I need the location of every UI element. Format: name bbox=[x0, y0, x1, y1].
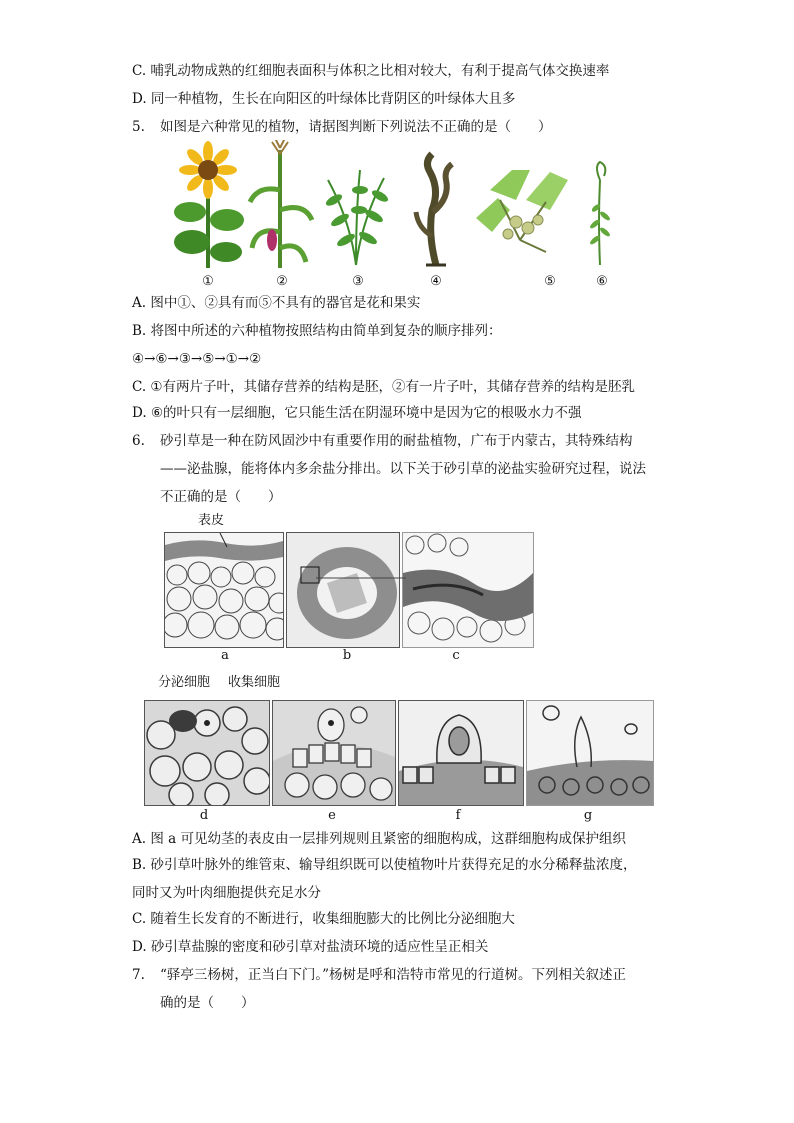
panel-label-f: f bbox=[455, 808, 461, 823]
plant-label-1: ① bbox=[202, 274, 214, 289]
q6-option-b-2: 同时又为叶肉细胞提供充足水分 bbox=[132, 885, 321, 901]
panel-label-a: a bbox=[221, 648, 229, 663]
q4-option-c: C. 哺乳动物成熟的红细胞表面积与体积之比相对较大，有利于提高气体交换速率 bbox=[132, 63, 610, 79]
plant-label-6: ⑥ bbox=[596, 274, 608, 289]
fern-plant bbox=[324, 170, 390, 265]
q6-option-c: C. 随着生长发育的不断进行，收集细胞膨大的比例比分泌细胞大 bbox=[132, 911, 515, 927]
moss-plant bbox=[589, 162, 611, 265]
micrograph-b bbox=[286, 532, 400, 648]
q7-stem-1: “驿亭三杨树，正当白下门。”杨树是呼和浩特市常见的行道树。下列相关叙述正 bbox=[160, 967, 627, 983]
q6-stem-2: ——泌盐腺，能将体内多余盐分排出。以下关于砂引草的泌盐实验研究过程，说法 bbox=[160, 461, 646, 477]
micrograph-g bbox=[526, 700, 654, 806]
q6-stem-3: 不正确的是（ ） bbox=[160, 489, 282, 505]
plants-figure bbox=[160, 140, 630, 290]
panel-label-d: d bbox=[199, 808, 209, 823]
q5-number: 5. bbox=[132, 119, 145, 135]
ginkgo-plant bbox=[476, 170, 568, 252]
micrograph-c bbox=[402, 532, 534, 648]
q5-option-b-2: ④→⑥→③→⑤→①→② bbox=[132, 351, 262, 367]
panel-label-b: b bbox=[342, 648, 352, 663]
plant-label-5: ⑤ bbox=[544, 274, 556, 289]
plant-label-4: ④ bbox=[430, 274, 442, 289]
plant-label-2: ② bbox=[276, 274, 288, 289]
label-collecting-cell: 收集细胞 bbox=[228, 675, 281, 690]
q5-option-b-1: B. 将图中所述的六种植物按照结构由简单到复杂的顺序排列： bbox=[132, 323, 502, 339]
q4-option-d: D. 同一种植物，生长在向阳区的叶绿体比背阴区的叶绿体大且多 bbox=[132, 91, 516, 107]
corn-plant bbox=[250, 140, 312, 268]
sunflower-plant bbox=[174, 141, 244, 268]
q6-option-a: A. 图 a 可见幼茎的表皮由一层排列规则且紧密的细胞构成，这群细胞构成保护组织 bbox=[132, 831, 626, 847]
panel-label-g: g bbox=[583, 808, 593, 823]
q6-option-b-1: B. 砂引草叶脉外的维管束、输导组织既可以使植物叶片获得充足的水分稀释盐浓度， bbox=[132, 857, 637, 873]
panel-label-c: c bbox=[452, 648, 460, 663]
algae-plant bbox=[416, 154, 452, 265]
q5-option-c: C. ①有两片子叶，其储存营养的结构是胚，②有一片子叶，其储存营养的结构是胚乳 bbox=[132, 379, 636, 395]
label-epidermis: 表皮 bbox=[198, 513, 225, 528]
micrograph-e bbox=[272, 700, 396, 806]
micrograph-d bbox=[144, 700, 270, 806]
q6-stem-1: 砂引草是一种在防风固沙中有重要作用的耐盐植物，广布于内蒙古，其特殊结构 bbox=[160, 433, 633, 449]
micrograph-f bbox=[398, 700, 524, 806]
q7-stem-2: 确的是（ ） bbox=[160, 995, 255, 1011]
plant-label-3: ③ bbox=[352, 274, 364, 289]
micrograph-a bbox=[164, 532, 284, 648]
label-secretory-cell: 分泌细胞 bbox=[158, 675, 211, 690]
q5-option-a: A. 图中①、②具有而⑤不具有的器官是花和果实 bbox=[132, 295, 421, 311]
zoom-connector-line bbox=[316, 574, 406, 584]
q7-number: 7. bbox=[132, 967, 145, 983]
panel-label-e: e bbox=[328, 808, 336, 823]
q6-option-d: D. 砂引草盐腺的密度和砂引草对盐渍环境的适应性呈正相关 bbox=[132, 939, 489, 955]
q5-stem: 如图是六种常见的植物，请据图判断下列说法不正确的是（ ） bbox=[160, 119, 552, 135]
q5-option-d: D. ⑥的叶只有一层细胞，它只能生活在阴湿环境中是因为它的根吸水力不强 bbox=[132, 405, 582, 421]
q6-number: 6. bbox=[132, 433, 145, 449]
